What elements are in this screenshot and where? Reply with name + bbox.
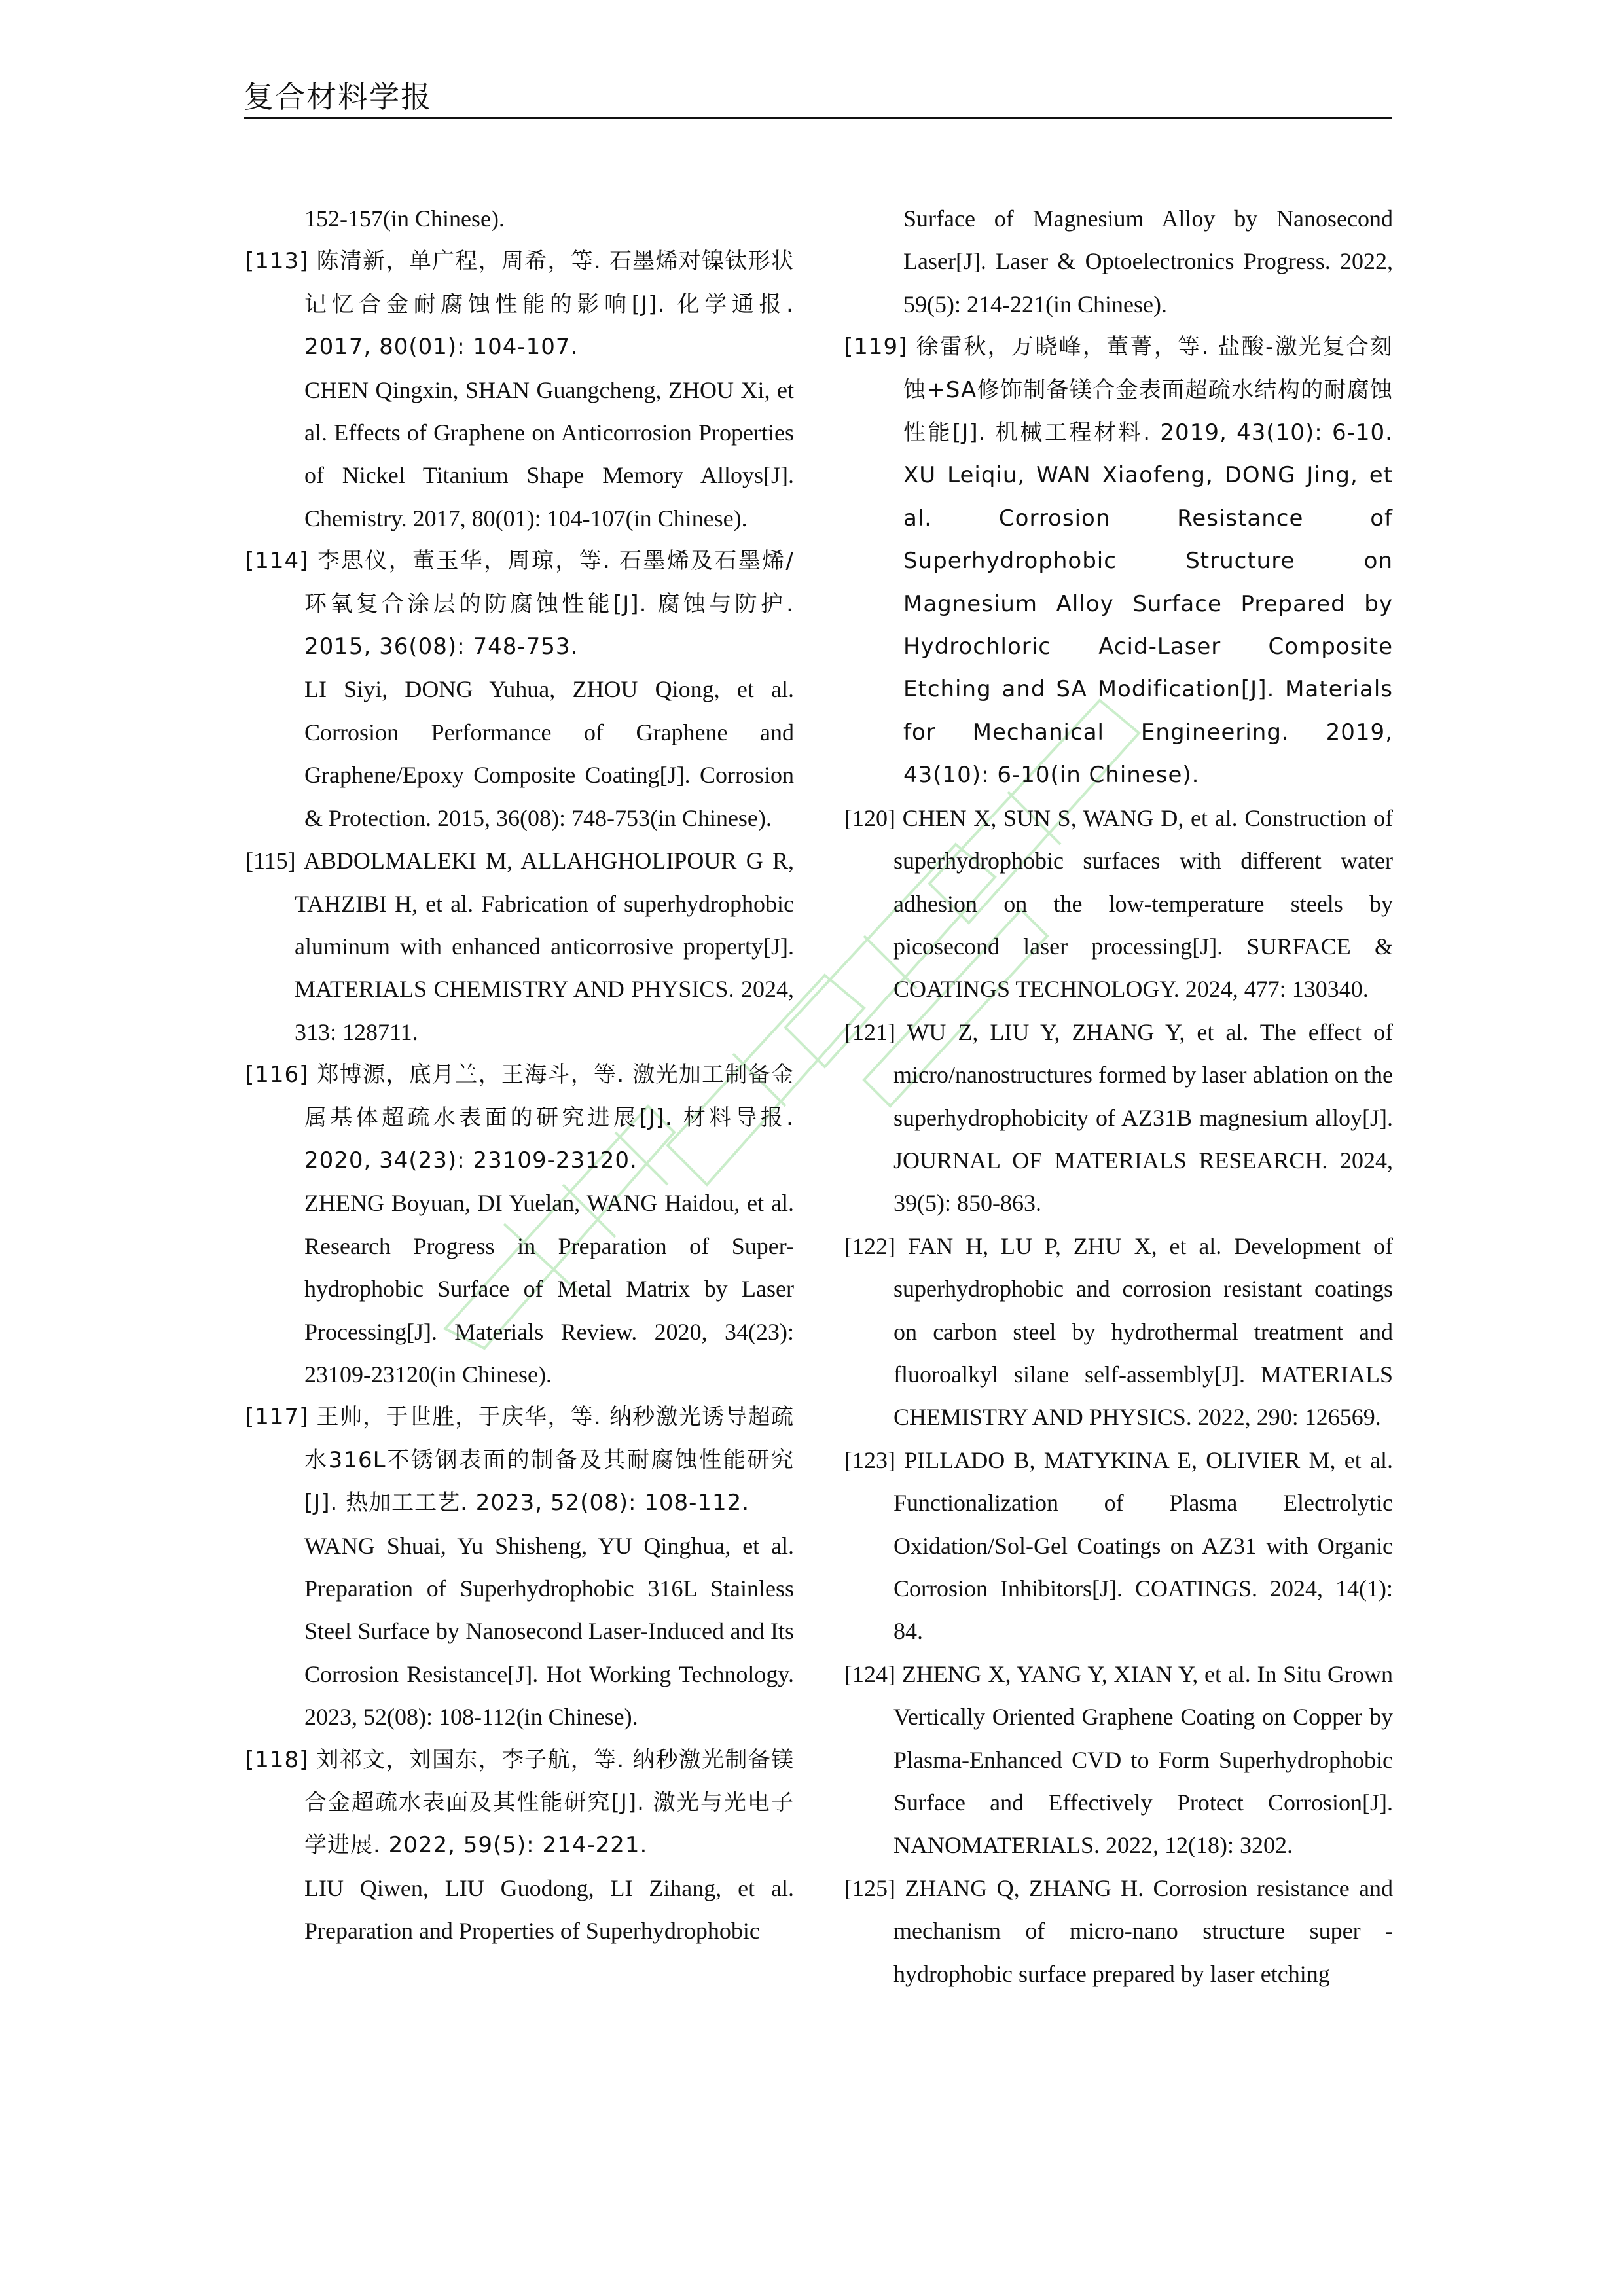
- header-rule: [244, 117, 1392, 119]
- reference-118-en-continued: Surface of Magnesium Alloy by Nanosecond Laser[J]. Laser & Optoelectronics Progress. 2022, 59(5): 214-221(in Chinese).: [903, 206, 1393, 317]
- reference-125: [125] ZHANG Q, ZHANG H. Corrosion resistance and mechanism of micro-nano structure super - hydrophobic surface prepared by laser etching: [844, 1874, 1393, 1987]
- reference-114-en: LI Siyi, DONG Yuhua, ZHOU Qiong, et al. Corrosion Performance of Graphene and Graphene/Epoxy Composite Coating[J]. Corrosion & Protection. 2015, 36(08): 748-753(in Chinese).: [304, 676, 794, 831]
- reference-123: [123] PILLADO B, MATYKINA E, OLIVIER M, et al. Functionalization of Plasma Electrolytic Oxidation/Sol-Gel Coatings on AZ31 with Organic Corrosion Inhibitors[J]. COATINGS. 2024, 14(1): 84.: [844, 1446, 1393, 1645]
- reference-113-en: CHEN Qingxin, SHAN Guangcheng, ZHOU Xi, et al. Effects of Graphene on Anticorrosion Properties of Nickel Titanium Shape Memory Alloys[J]. Chemistry. 2017, 80(01): 104-107(in Chinese).: [304, 376, 794, 531]
- reference-116-cn: [116] 郑博源，底月兰，王海斗，等. 激光加工制备金属基体超疏水表面的研究进展[J]. 材料导报. 2020, 34(23): 23109-23120.: [245, 1062, 794, 1174]
- reference-113-cn: [113] 陈清新，单广程，周希，等. 石墨烯对镍钛形状记忆合金耐腐蚀性能的影响[J]. 化学通报. 2017, 80(01): 104-107.: [245, 248, 794, 361]
- reference-118-cn: [118] 刘祁文，刘国东，李子航，等. 纳秒激光制备镁合金超疏水表面及其性能研究[J]. 激光与光电子学进展. 2022, 59(5): 214-221.: [245, 1746, 794, 1859]
- reference-121: [121] WU Z, LIU Y, ZHANG Y, et al. The effect of micro/nanostructures formed by laser ablation on the superhydrophobicity of AZ31B magnesium alloy[J]. JOURNAL OF MATERIALS RESEARCH. 2024, 39(5): 850-863.: [844, 1018, 1393, 1217]
- left-column: [245, 198, 794, 1953]
- reference-117-en: WANG Shuai, Yu Shisheng, YU Qinghua, et al. Preparation of Superhydrophobic 316L Stainless Steel Surface by Nanosecond Laser-Induced and Its Corrosion Resistance[J]. Hot Working Technology. 2023, 52(08): 108-112(in Chinese).: [304, 1532, 794, 1731]
- reference-116-en: ZHENG Boyuan, DI Yuelan, WANG Haidou, et al. Research Progress in Preparation of Super-hydrophobic Surface of Metal Matrix by Laser Processing[J]. Materials Review. 2020, 34(23): 23109-23120(in Chinese).: [304, 1190, 794, 1388]
- reference-118-en: LIU Qiwen, LIU Guodong, LI Zihang, et al. Preparation and Properties of Superhydrophobic: [304, 1874, 794, 1945]
- reference-124: [124] ZHENG X, YANG Y, XIAN Y, et al. In Situ Grown Vertically Oriented Graphene Coating on Copper by Plasma-Enhanced CVD to Form Superhydrophobic Surface and Effectively Protect Corrosion[J]. NANOMATERIALS. 2022, 12(18): 3202.: [844, 1660, 1393, 1859]
- reference-115: [115] ABDOLMALEKI M, ALLAHGHOLIPOUR G R, TAHZIBI H, et al. Fabrication of superhydrophobic aluminum with enhanced anticorrosive property[J]. MATERIALS CHEMISTRY AND PHYSICS. 2024, 313: 128711.: [245, 848, 794, 1045]
- right-column: [844, 198, 1393, 1996]
- reference-119: [119] 徐雷秋，万晓峰，董菁，等. 盐酸-激光复合刻蚀+SA修饰制备镁合金表面超疏水结构的耐腐蚀性能[J]. 机械工程材料. 2019, 43(10): 6-10. XU Leiqiu, WAN Xiaofeng, DONG Jing, et al. Corrosion Resistance of Superhydrophobic Structure on Magnesium Alloy Surface Prepared by Hydrochloric Acid-Laser Composite Etching and SA Modification[J]. Materials for Mechanical Engineering. 2019, 43(10): 6-10(in Chinese).: [844, 334, 1393, 789]
- reference-117-cn: [117] 王帅，于世胜，于庆华，等. 纳秒激光诱导超疏水316L不锈钢表面的制备及其耐腐蚀性能研究[J]. 热加工工艺. 2023, 52(08): 108-112.: [245, 1404, 794, 1516]
- reference-114-cn: [114] 李思仪，董玉华，周琼，等. 石墨烯及石墨烯/环氧复合涂层的防腐蚀性能[J]. 腐蚀与防护. 2015, 36(08): 748-753.: [245, 548, 794, 660]
- reference-continuation: 152-157(in Chinese).: [304, 206, 505, 232]
- journal-title: 复合材料学报: [244, 79, 432, 115]
- reference-122: [122] FAN H, LU P, ZHU X, et al. Development of superhydrophobic and corrosion resistant coatings on carbon steel by hydrothermal treatment and fluoroalkyl silane self-assembly[J]. MATERIALS CHEMISTRY AND PHYSICS. 2022, 290: 126569.: [844, 1232, 1393, 1431]
- reference-120: [120] CHEN X, SUN S, WANG D, et al. Construction of superhydrophobic surfaces with different water adhesion on the low-temperature steels by picosecond laser processing[J]. SURFACE & COATINGS TECHNOLOGY. 2024, 477: 130340.: [844, 804, 1393, 1003]
